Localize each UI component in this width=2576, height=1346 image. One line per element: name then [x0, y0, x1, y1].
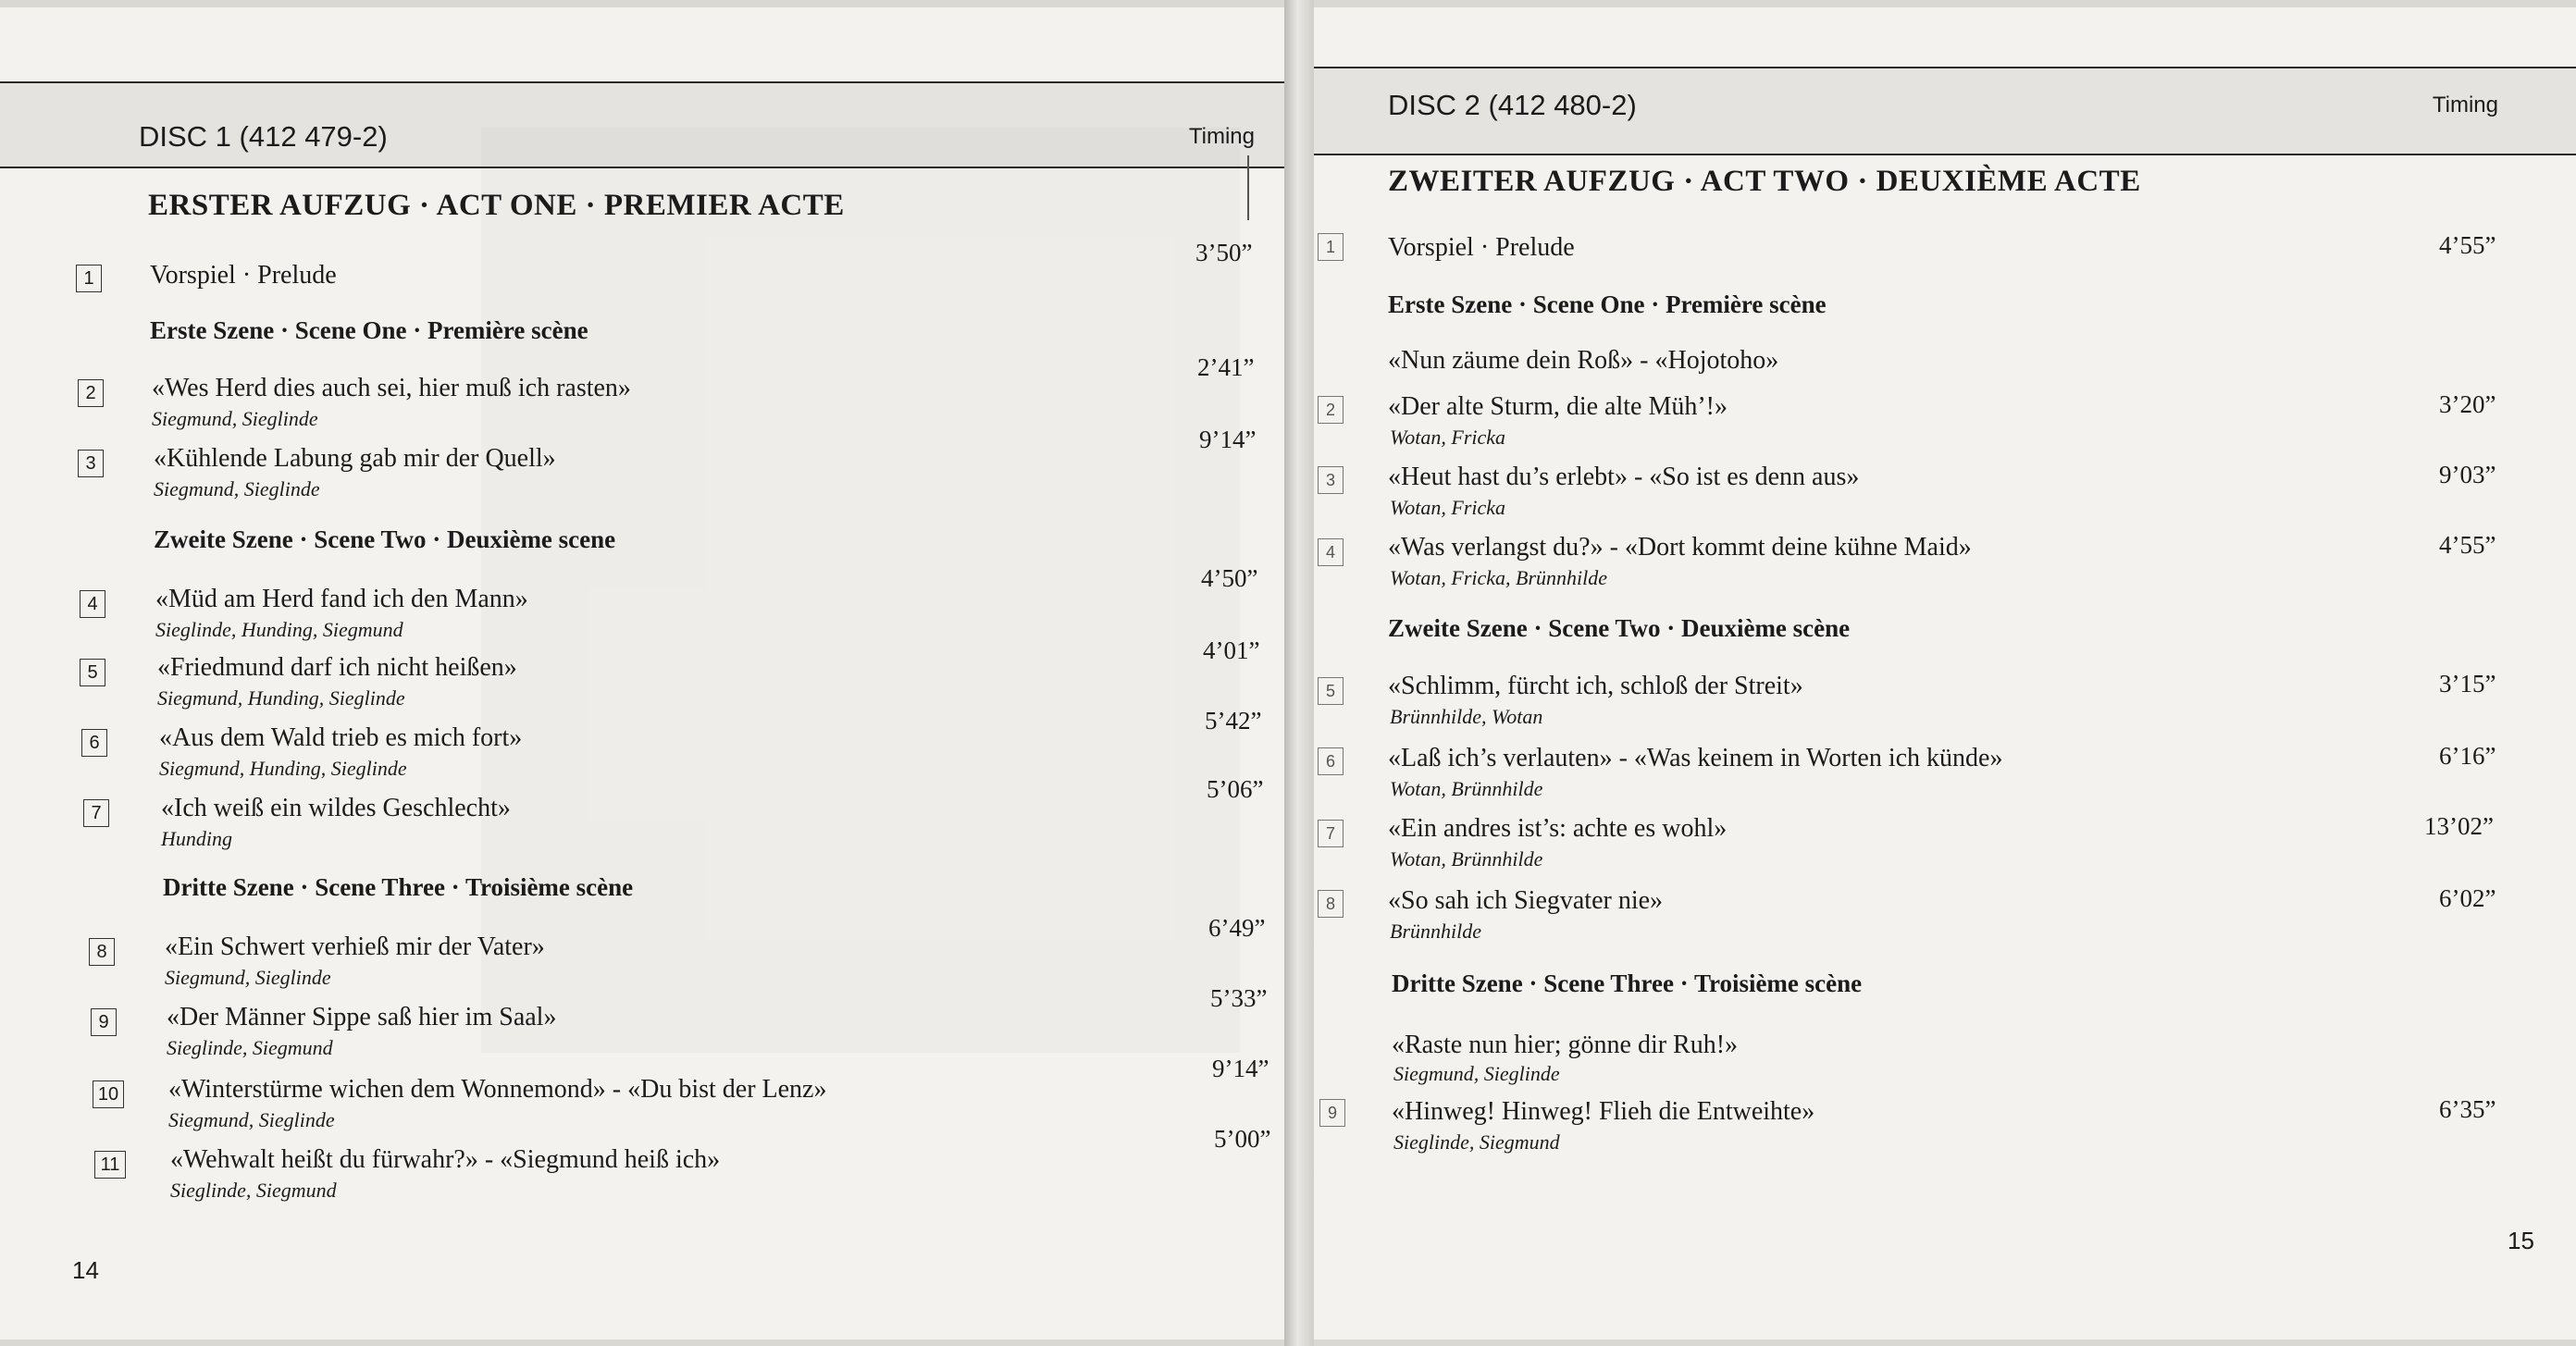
- scene-heading: Erste Szene · Scene One · Première scène: [1388, 290, 1827, 318]
- track-timing: 3’15”: [2439, 670, 2496, 698]
- track-cast: Wotan, Brünnhilde: [1390, 847, 1543, 871]
- track-title: «Müd am Herd fand ich den Mann»: [155, 585, 528, 613]
- track-cast: Wotan, Fricka: [1390, 426, 1506, 449]
- track-number: 4: [1318, 538, 1344, 566]
- track-timing: 4’01”: [1203, 636, 1260, 664]
- disc-header: [0, 81, 1284, 168]
- track-title: «Kühlende Labung gab mir der Quell»: [154, 444, 556, 473]
- track-timing: 2’41”: [1197, 353, 1255, 381]
- track-title: «Winterstürme wichen dem Wonnemond» - «Du bist der Lenz»: [168, 1075, 827, 1104]
- track-timing: 5’06”: [1207, 775, 1264, 803]
- track-timing: 5’33”: [1210, 984, 1268, 1012]
- scene-heading: Zweite Szene · Scene Two · Deuxième scène: [1388, 614, 1851, 642]
- track-number: 6: [1318, 747, 1344, 775]
- track-timing: 6’49”: [1208, 914, 1266, 942]
- track-title: «Heut hast du’s erlebt» - «So ist es denn aus»: [1388, 463, 1860, 491]
- track-title: Vorspiel · Prelude: [1388, 233, 1575, 262]
- track-cast: Brünnhilde: [1390, 920, 1481, 943]
- track-number: 3: [1318, 466, 1344, 494]
- track-number: 4: [80, 590, 105, 618]
- disc-title: DISC 1 (412 479-2): [139, 120, 388, 153]
- track-timing: 9’14”: [1199, 426, 1257, 453]
- scene-intro-cast: Siegmund, Sieglinde: [1393, 1062, 1560, 1085]
- divider-line: [1247, 155, 1249, 220]
- track-number: 8: [89, 938, 115, 966]
- right-page: [1314, 7, 2576, 1340]
- track-cast: Wotan, Fricka, Brünnhilde: [1390, 566, 1608, 589]
- track-number: 5: [1318, 677, 1344, 705]
- disc-header: [1314, 67, 2576, 155]
- track-number: 5: [80, 659, 105, 686]
- track-cast: Sieglinde, Hunding, Siegmund: [155, 618, 403, 641]
- track-number: 7: [83, 799, 109, 827]
- track-cast: Siegmund, Sieglinde: [154, 477, 320, 500]
- timing-column-header: Timing: [1188, 124, 1255, 149]
- track-title: «So sah ich Siegvater nie»: [1388, 886, 1664, 915]
- track-timing: 4’55”: [2439, 231, 2496, 259]
- track-timing: 13’02”: [2424, 812, 2494, 840]
- track-cast: Brünnhilde, Wotan: [1390, 705, 1543, 728]
- track-cast: Siegmund, Hunding, Sieglinde: [157, 686, 405, 710]
- track-timing: 3’20”: [2439, 390, 2496, 418]
- track-cast: Sieglinde, Siegmund: [170, 1179, 337, 1202]
- act-title: ZWEITER AUFZUG · ACT TWO · DEUXIÈME ACTE: [1388, 165, 2141, 198]
- track-number: 9: [91, 1008, 117, 1036]
- track-number: 6: [81, 729, 107, 757]
- scene-heading: Dritte Szene · Scene Three · Troisième scène: [163, 873, 634, 901]
- track-timing: 4’50”: [1201, 564, 1258, 592]
- track-cast: Siegmund, Hunding, Sieglinde: [159, 757, 407, 780]
- track-timing: 6’02”: [2439, 884, 2496, 912]
- scene-heading: Erste Szene · Scene One · Première scène: [150, 316, 588, 344]
- left-page: [0, 7, 1284, 1340]
- track-title: «Aus dem Wald trieb es mich fort»: [159, 723, 523, 752]
- track-cast: Wotan, Fricka: [1390, 496, 1506, 519]
- track-timing: 9’03”: [2439, 461, 2496, 488]
- scene-intro-line: «Raste nun hier; gönne dir Ruh!»: [1392, 1031, 1739, 1059]
- track-number: 11: [94, 1151, 126, 1179]
- timing-column-header: Timing: [2432, 93, 2498, 117]
- track-title: «Friedmund darf ich nicht heißen»: [157, 653, 517, 682]
- track-cast: Wotan, Brünnhilde: [1390, 777, 1543, 800]
- track-cast: Sieglinde, Siegmund: [1393, 1130, 1560, 1154]
- track-title: «Der alte Sturm, die alte Müh’!»: [1388, 392, 1728, 421]
- track-timing: 6’16”: [2439, 742, 2496, 770]
- track-title: «Schlimm, fürcht ich, schloß der Streit»: [1388, 672, 1803, 700]
- track-number: 8: [1318, 890, 1344, 918]
- track-number: 1: [1318, 233, 1344, 261]
- track-title: «Was verlangst du?» - «Dort kommt deine kühne Maid»: [1388, 533, 1972, 562]
- track-title: «Der Männer Sippe saß hier im Saal»: [167, 1003, 557, 1031]
- scene-heading: Dritte Szene · Scene Three · Troisième scène: [1392, 969, 1863, 997]
- track-cast: Sieglinde, Siegmund: [167, 1036, 333, 1059]
- track-number: 2: [78, 379, 104, 407]
- track-number: 10: [93, 1081, 124, 1108]
- track-number: 1: [76, 265, 102, 292]
- disc-title: DISC 2 (412 480-2): [1388, 89, 1637, 121]
- booklet-spine: [1284, 0, 1314, 1346]
- track-cast: Siegmund, Sieglinde: [168, 1108, 335, 1131]
- track-title: «Laß ich’s verlauten» - «Was keinem in Worten ich künde»: [1388, 744, 2003, 772]
- track-cast: Siegmund, Sieglinde: [152, 407, 318, 430]
- track-timing: 3’50”: [1195, 239, 1253, 266]
- track-timing: 6’35”: [2439, 1095, 2496, 1123]
- track-title: Vorspiel · Prelude: [150, 261, 337, 290]
- track-timing: 5’42”: [1205, 707, 1262, 735]
- track-title: «Ich weiß ein wildes Geschlecht»: [161, 794, 511, 822]
- track-timing: 4’55”: [2439, 531, 2496, 559]
- scene-heading: Zweite Szene · Scene Two · Deuxième scene: [154, 525, 616, 553]
- bleed-through-shadow: [481, 128, 1240, 1053]
- track-number: 3: [78, 450, 104, 477]
- track-title: «Ein Schwert verhieß mir der Vater»: [165, 932, 545, 961]
- page-number: 14: [72, 1256, 99, 1284]
- scene-intro-line: «Nun zäume dein Roß» - «Hojotoho»: [1388, 346, 1779, 375]
- track-timing: 9’14”: [1212, 1055, 1269, 1082]
- track-number: 9: [1319, 1099, 1345, 1127]
- track-cast: Siegmund, Sieglinde: [165, 966, 331, 989]
- track-title: «Ein andres ist’s: achte es wohl»: [1388, 814, 1728, 843]
- track-title: «Wes Herd dies auch sei, hier muß ich rasten»: [152, 374, 631, 402]
- track-cast: Hunding: [161, 827, 232, 850]
- track-number: 2: [1318, 396, 1344, 424]
- track-title: «Wehwalt heißt du fürwahr?» - «Siegmund heiß ich»: [170, 1145, 721, 1174]
- track-title: «Hinweg! Hinweg! Flieh die Entweihte»: [1392, 1097, 1815, 1126]
- act-title: ERSTER AUFZUG · ACT ONE · PREMIER ACTE: [148, 189, 845, 222]
- track-timing: 5’00”: [1214, 1125, 1271, 1153]
- track-number: 7: [1318, 820, 1344, 847]
- page-number: 15: [2508, 1227, 2534, 1254]
